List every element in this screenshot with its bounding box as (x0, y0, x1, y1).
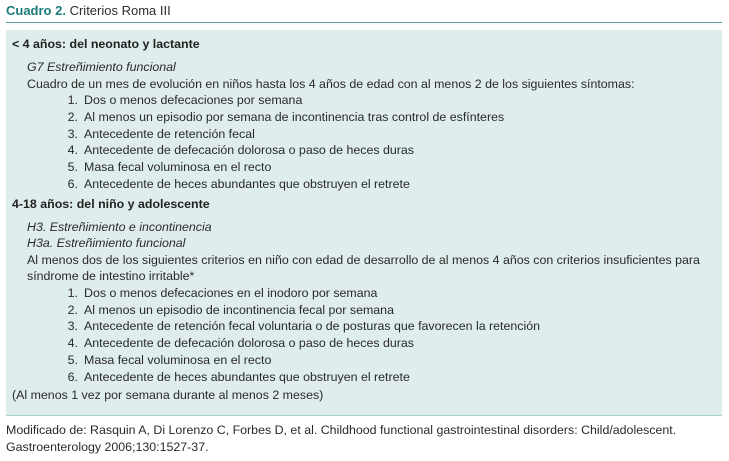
section2-header: 4-18 años: del niño y adolescente (12, 196, 210, 211)
item-text: Antecedente de defecación dolorosa o paso de heces duras (84, 143, 414, 158)
item-number: 6. (67, 176, 78, 191)
list-item (12, 126, 722, 143)
list-item (12, 285, 722, 302)
item-number: 4. (67, 336, 78, 351)
item-text: Masa fecal voluminosa en el recto (84, 352, 272, 367)
list-item (12, 318, 722, 335)
section1-header: < 4 años: del neonato y lactante (12, 37, 200, 51)
item-number: 3. (67, 319, 78, 334)
section2-list (12, 285, 722, 386)
item-number: 4. (67, 143, 78, 158)
source-footnote: Modificado de: Rasquin A, Di Lorenzo C, Forbes D, et al. Childhood functional gastrointestinal disorders: Child/adolescent. Gastroenterology 2006;130:1527-37. (6, 423, 677, 454)
list-item (12, 302, 722, 319)
item-number: 5. (67, 352, 78, 367)
caption-label: Cuadro 2. (6, 3, 66, 18)
item-text: Dos o menos defecaciones por semana (84, 93, 303, 107)
list-item (12, 159, 722, 176)
item-text: Dos o menos defecaciones en el inodoro por semana (84, 285, 378, 300)
section2-description: Al menos dos de los siguientes criterios en niño con edad de desarrollo de al menos 4 años con criterios insuficientes para síndrome de intestino irritable* (27, 252, 700, 284)
item-text: Antecedente de retención fecal (84, 126, 255, 141)
item-text: Masa fecal voluminosa en el recto (84, 160, 272, 175)
caption-divider (6, 22, 722, 23)
list-item (12, 176, 722, 193)
list-item (12, 109, 722, 126)
caption-title: Criterios Roma III (69, 3, 171, 18)
item-number: 3. (67, 126, 78, 141)
section1-subtitle: G7 Estreñimiento funcional (27, 60, 176, 74)
section1-list (12, 92, 722, 193)
item-text: Antecedente de heces abundantes que obstruyen el retrete (84, 176, 410, 191)
section2-subtitle-h3: H3. Estreñimiento e incontinencia (27, 219, 212, 234)
item-number: 1. (67, 285, 78, 300)
section2-subtitle-h3a: H3a. Estreñimiento funcional (27, 236, 186, 251)
criteria-panel (6, 30, 722, 416)
table-caption (6, 3, 171, 18)
list-item (12, 369, 722, 386)
item-text: Antecedente de defecación dolorosa o paso de heces duras (84, 336, 414, 351)
item-text: Al menos un episodio por semana de incontinencia tras control de esfínteres (84, 109, 505, 124)
item-text: Antecedente de heces abundantes que obstruyen el retrete (84, 369, 410, 384)
item-text: Antecedente de retención fecal voluntaria o de posturas que favorecen la retención (84, 319, 541, 334)
item-number: 5. (67, 160, 78, 175)
list-item (12, 352, 722, 369)
item-number: 2. (67, 302, 78, 317)
item-text: Al menos un episodio de incontinencia fecal por semana (84, 302, 394, 317)
list-item (12, 335, 722, 352)
section1-description: Cuadro de un mes de evolución en niños hasta los 4 años de edad con al menos 2 de los siguientes síntomas: (27, 76, 635, 91)
list-item (12, 92, 722, 109)
section2-note: (Al menos 1 vez por semana durante al menos 2 meses) (12, 387, 324, 402)
item-number: 1. (67, 93, 78, 107)
item-number: 2. (67, 109, 78, 124)
list-item (12, 142, 722, 159)
item-number: 6. (67, 369, 78, 384)
